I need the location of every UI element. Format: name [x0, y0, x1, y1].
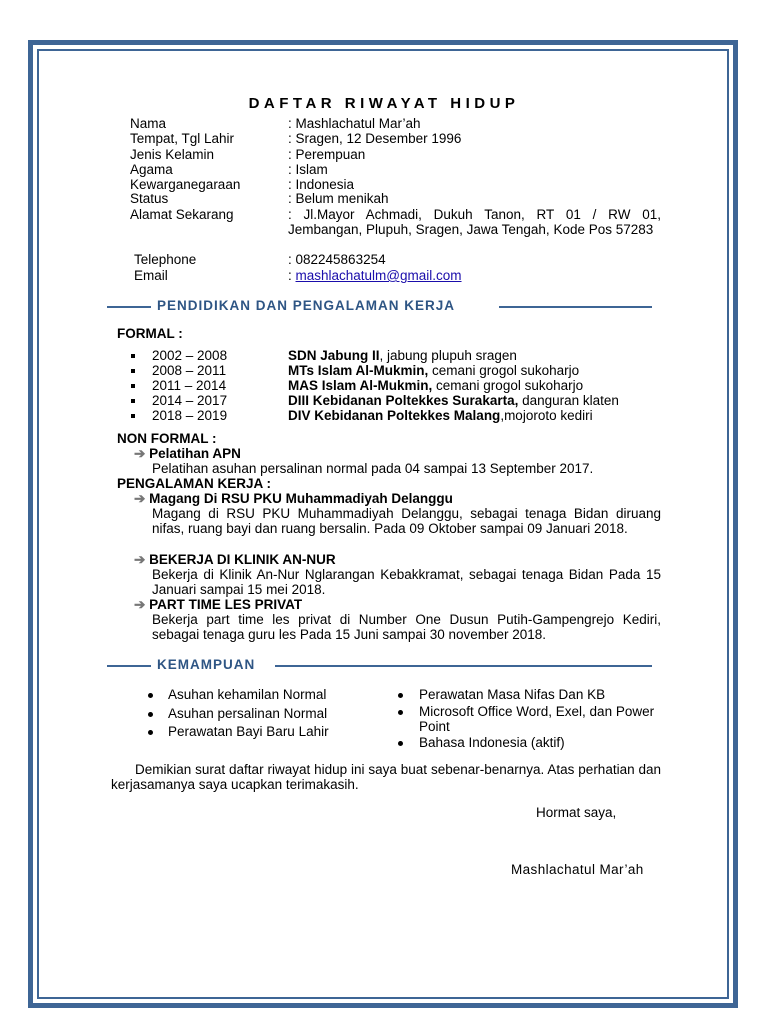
- formal-school-3: MAS Islam Al-Mukmin,: [288, 378, 433, 393]
- section-title-skills: KEMAMPUAN: [157, 657, 256, 672]
- formal-place-1: , jabung plupuh sragen: [379, 348, 517, 363]
- formal-heading: FORMAL :: [117, 326, 183, 341]
- document-title: DAFTAR RIWAYAT HIDUP: [248, 95, 520, 112]
- formal-school-5: DIV Kebidanan Poltekkes Malang: [288, 408, 501, 423]
- skill-right-3: Bahasa Indonesia (aktif): [419, 735, 565, 750]
- formal-school-1: SDN Jabung II: [288, 348, 380, 363]
- arrow-right-icon: ➔: [134, 491, 146, 506]
- work-desc-2: Bekerja di Klinik An-Nur Nglarangan Kebakkramat, sebagai tenaga Bidan Pada 15 Januari sampai 15 mei 2018.: [152, 567, 661, 597]
- section-line-left: [107, 665, 151, 667]
- bullet-dot: [398, 741, 403, 746]
- formal-school-2: MTs Islam Al-Mukmin,: [288, 363, 429, 378]
- formal-place-4: danguran klaten: [518, 393, 619, 408]
- formal-school-4: DIII Kebidanan Poltekkes Surakarta,: [288, 393, 519, 408]
- section-line-right: [499, 306, 652, 308]
- formal-entry-5: [288, 408, 593, 423]
- work-desc-1: Magang di RSU PKU Muhammadiyah Delanggu, sebagai tenaga Bidan diruang nifas, ruang bayi dan ruang bersalin. Pada 09 Oktober sampai 09 Januari 2018.: [152, 506, 661, 536]
- label-email: Email: [134, 268, 168, 283]
- arrow-right-icon: ➔: [134, 446, 146, 461]
- formal-years-3: 2011 – 2014: [152, 378, 227, 393]
- arrow-right-icon: ➔: [134, 597, 146, 612]
- formal-place-3: cemani grogol sukoharjo: [432, 378, 584, 393]
- label-telephone: Telephone: [134, 252, 197, 267]
- work-title-2: BEKERJA DI KLINIK AN-NUR: [149, 552, 336, 567]
- bullet-dot: [148, 712, 153, 717]
- section-line-left: [107, 306, 151, 308]
- nonformal-heading: NON FORMAL :: [117, 431, 217, 446]
- label-alamat: Alamat Sekarang: [130, 207, 234, 222]
- label-ttl: Tempat, Tgl Lahir: [130, 131, 235, 146]
- value-ttl: : Sragen, 12 Desember 1996: [288, 131, 462, 146]
- section-line-right: [275, 665, 652, 667]
- signature-name: Mashlachatul Mar’ah: [511, 862, 644, 877]
- bullet-dot: [398, 710, 403, 715]
- formal-years-5: 2018 – 2019: [152, 408, 228, 423]
- bullet-square: [131, 354, 135, 358]
- formal-entry-3: [288, 378, 583, 393]
- skill-left-1: Asuhan kehamilan Normal: [168, 687, 327, 702]
- skill-left-2: Asuhan persalinan Normal: [168, 706, 328, 721]
- label-status: Status: [130, 191, 169, 206]
- work-item-3: [134, 597, 302, 613]
- value-email: [288, 268, 462, 283]
- value-jenis-kelamin: : Perempuan: [288, 147, 366, 162]
- label-agama: Agama: [130, 162, 173, 177]
- value-status: : Belum menikah: [288, 191, 389, 206]
- section-title-education: PENDIDIKAN DAN PENGALAMAN KERJA: [157, 298, 456, 313]
- value-agama: : Islam: [288, 162, 328, 177]
- value-kewarganegaraan: : Indonesia: [288, 177, 355, 192]
- work-desc-3: Bekerja part time les privat di Number One Dusun Putih-Gampengrejo Kediri, sebagai tenaga guru les Pada 15 Juni sampai 30 november 2018.: [152, 612, 661, 642]
- work-item-2: [134, 552, 336, 568]
- skill-right-2: Microsoft Office Word, Exel, dan Power Point: [419, 704, 655, 734]
- formal-place-2: cemani grogol sukoharjo: [428, 363, 580, 378]
- work-item-1: [134, 491, 453, 507]
- bullet-dot: [148, 693, 153, 698]
- bullet-square: [131, 384, 135, 388]
- work-heading: PENGALAMAN KERJA :: [117, 476, 272, 491]
- nonformal-title: Pelatihan APN: [149, 446, 241, 461]
- email-prefix: :: [288, 268, 296, 283]
- section-header-skills: [107, 657, 652, 673]
- section-header-education: [107, 298, 652, 314]
- label-jenis-kelamin: Jenis Kelamin: [130, 147, 215, 162]
- skill-left-3: Perawatan Bayi Baru Lahir: [168, 724, 329, 739]
- value-telephone: : 082245863254: [288, 252, 386, 267]
- formal-entry-4: [288, 393, 619, 408]
- value-alamat: : Jl.Mayor Achmadi, Dukuh Tanon, RT 01 / RW 01, Jembangan, Plupuh, Sragen, Jawa Tengah, Kode Pos 57283: [288, 207, 661, 237]
- work-title-1: Magang Di RSU PKU Muhammadiyah Delanggu: [149, 491, 453, 506]
- closing-paragraph: Demikian surat daftar riwayat hidup ini saya buat sebenar-benarnya. Atas perhatian dan kerjasamanya saya ucapkan terimakasih.: [111, 762, 661, 792]
- bullet-square: [131, 399, 135, 403]
- formal-place-5: ,mojoroto kediri: [500, 408, 593, 423]
- nonformal-item: [134, 446, 241, 462]
- nonformal-desc: Pelatihan asuhan persalinan normal pada 04 sampai 13 September 2017.: [152, 461, 594, 476]
- formal-years-2: 2008 – 2011: [152, 363, 227, 378]
- formal-entry-2: [288, 363, 579, 378]
- label-kewarganegaraan: Kewarganegaraan: [130, 177, 241, 192]
- skill-right-1: Perawatan Masa Nifas Dan KB: [419, 687, 606, 702]
- work-title-3: PART TIME LES PRIVAT: [149, 597, 303, 612]
- bullet-square: [131, 414, 135, 418]
- formal-years-4: 2014 – 2017: [152, 393, 228, 408]
- email-link[interactable]: mashlachatulm@gmail.com: [295, 268, 462, 283]
- formal-entry-1: [288, 348, 517, 363]
- bullet-square: [131, 369, 135, 373]
- regards-text: Hormat saya,: [536, 805, 617, 820]
- formal-years-1: 2002 – 2008: [152, 348, 228, 363]
- arrow-right-icon: ➔: [134, 552, 146, 567]
- label-nama: Nama: [130, 116, 167, 131]
- value-nama: : Mashlachatul Mar’ah: [288, 116, 421, 131]
- bullet-dot: [148, 730, 153, 735]
- bullet-dot: [398, 693, 403, 698]
